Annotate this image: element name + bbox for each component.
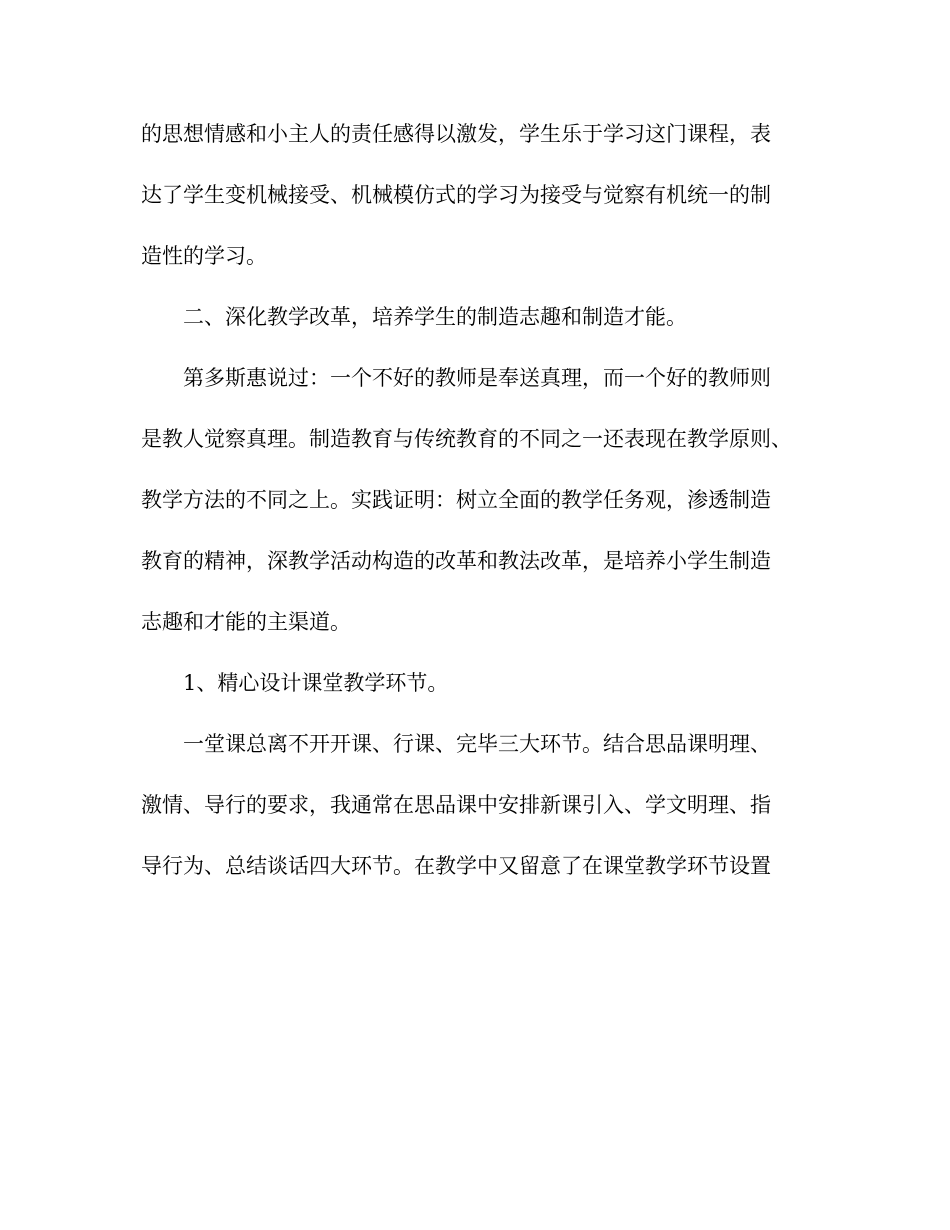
section-heading: 二、深化教学改革，培养学生的制造志趣和制造才能。 [183,305,687,329]
text-line: 是教人觉察真理。制造教育与传统教育的不同之一还表现在教学原则、 [141,427,792,451]
text-line: 的思想情感和小主人的责任感得以激发，学生乐于学习这门课程，表 [141,122,771,146]
subsection-heading: 1、精心设计课堂教学环节。 [183,671,449,695]
text-line: 造性的学习。 [141,244,267,268]
text-line: 第多斯惠说过：一个不好的教师是奉送真理，而一个好的教师则 [183,366,771,390]
text-line: 激情、导行的要求，我通常在思品课中安排新课引入、学文明理、指 [141,793,771,817]
text-line: 教学方法的不同之上。实践证明：树立全面的教学任务观，渗透制造 [141,488,771,512]
document-body [141,124,811,917]
text-line: 志趣和才能的主渠道。 [141,610,351,634]
text-line: 导行为、总结谈话四大环节。在教学中又留意了在课堂教学环节设置 [141,854,771,878]
text-line: 达了学生变机械接受、机械模仿式的学习为接受与觉察有机统一的制 [141,183,771,207]
text-line: 一堂课总离不开开课、行课、完毕三大环节。结合思品课明理、 [183,732,771,756]
text-line: 教育的精神，深教学活动构造的改革和教法改革，是培养小学生制造 [141,549,771,573]
